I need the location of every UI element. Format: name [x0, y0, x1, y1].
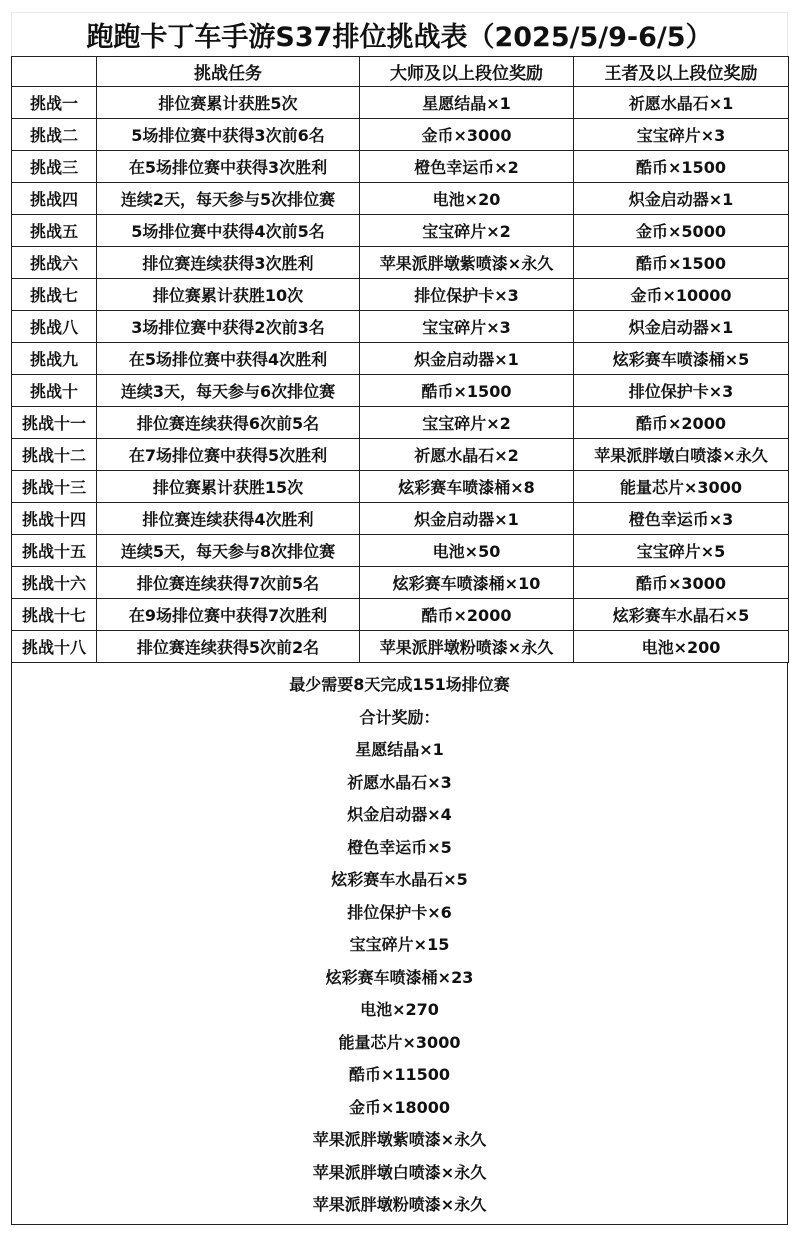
total-reward-item: 星愿结晶×1	[355, 740, 444, 759]
total-reward-item: 炫彩赛车喷漆桶×23	[325, 967, 474, 987]
king-reward-cell: 炽金启动器×1	[574, 311, 789, 343]
king-reward-cell: 金币×10000	[574, 279, 789, 311]
master-reward-cell: 排位保护卡×3	[360, 279, 574, 311]
master-reward-cell: 炫彩赛车喷漆桶×8	[360, 471, 574, 503]
header-challenge-name	[12, 57, 97, 87]
king-reward-cell: 炫彩赛车水晶石×5	[574, 599, 789, 631]
king-reward-cell: 宝宝碎片×3	[574, 119, 789, 151]
table-row	[12, 407, 789, 439]
master-reward-cell: 炽金启动器×1	[360, 503, 574, 535]
challenge-name-cell: 挑战五	[12, 215, 97, 247]
master-reward-cell: 苹果派胖墩粉喷漆×永久	[360, 631, 574, 663]
summary-section	[11, 663, 788, 1225]
task-cell: 在7场排位赛中获得5次胜利	[97, 439, 360, 471]
challenge-name-cell: 挑战十五	[12, 535, 97, 567]
table-row	[12, 439, 789, 471]
challenge-name-cell: 挑战十七	[12, 599, 97, 631]
total-reward-item: 宝宝碎片×15	[349, 935, 450, 954]
table-row	[12, 503, 789, 535]
task-cell: 连续3天，每天参与6次排位赛	[97, 375, 360, 407]
total-reward-item: 金币×18000	[348, 1097, 451, 1117]
king-reward-cell: 电池×200	[574, 631, 789, 663]
task-cell: 在5场排位赛中获得3次胜利	[97, 151, 360, 183]
table-row	[12, 535, 789, 567]
task-cell: 连续5天，每天参与8次排位赛	[97, 535, 360, 567]
task-cell: 排位赛连续获得3次胜利	[97, 247, 360, 279]
master-reward-cell: 炽金启动器×1	[360, 343, 574, 375]
master-reward-cell: 祈愿水晶石×2	[360, 439, 574, 471]
task-cell: 3场排位赛中获得2次前3名	[97, 311, 360, 343]
table-row	[12, 375, 789, 407]
challenge-name-cell: 挑战十二	[12, 439, 97, 471]
table-row	[12, 247, 789, 279]
king-reward-cell: 能量芯片×3000	[574, 471, 789, 503]
total-reward-item: 电池×270	[360, 1000, 439, 1019]
challenge-table	[11, 56, 789, 663]
total-reward-item: 排位保护卡×6	[347, 902, 452, 922]
table-row	[12, 631, 789, 663]
king-reward-cell: 祈愿水晶石×1	[574, 87, 789, 119]
challenge-name-cell: 挑战十四	[12, 503, 97, 535]
total-reward-item: 炽金启动器×4	[347, 805, 452, 824]
task-cell: 排位赛连续获得4次胜利	[97, 503, 360, 535]
master-reward-cell: 宝宝碎片×2	[360, 407, 574, 439]
total-reward-item: 苹果派胖墩粉喷漆×永久	[312, 1195, 487, 1214]
challenge-name-cell: 挑战十	[12, 375, 97, 407]
task-cell: 排位赛累计获胜15次	[97, 471, 360, 503]
challenge-name-cell: 挑战四	[12, 183, 97, 215]
challenge-name-cell: 挑战十三	[12, 471, 97, 503]
master-reward-cell: 酷币×2000	[360, 599, 574, 631]
table-row	[12, 215, 789, 247]
task-cell: 排位赛累计获胜5次	[97, 87, 360, 119]
task-cell: 5场排位赛中获得3次前6名	[97, 119, 360, 151]
king-reward-cell: 酷币×2000	[574, 407, 789, 439]
master-reward-cell: 酷币×1500	[360, 375, 574, 407]
task-cell: 排位赛连续获得5次前2名	[97, 631, 360, 663]
challenge-name-cell: 挑战八	[12, 311, 97, 343]
task-cell: 5场排位赛中获得4次前5名	[97, 215, 360, 247]
table-row	[12, 567, 789, 599]
king-reward-cell: 炽金启动器×1	[574, 183, 789, 215]
challenge-name-cell: 挑战六	[12, 247, 97, 279]
summary-total-label: 合计奖励：	[359, 707, 440, 727]
header-task: 挑战任务	[97, 57, 360, 87]
total-reward-item: 能量芯片×3000	[338, 1032, 461, 1052]
challenge-name-cell: 挑战一	[12, 87, 97, 119]
page-title: 跑跑卡丁车手游S37排位挑战表（2025/5/9-6/5）	[11, 12, 788, 56]
master-reward-cell: 炫彩赛车喷漆桶×10	[360, 567, 574, 599]
master-reward-cell: 橙色幸运币×2	[360, 151, 574, 183]
king-reward-cell: 金币×5000	[574, 215, 789, 247]
master-reward-cell: 电池×50	[360, 535, 574, 567]
challenge-name-cell: 挑战九	[12, 343, 97, 375]
task-cell: 排位赛连续获得6次前5名	[97, 407, 360, 439]
challenge-name-cell: 挑战三	[12, 151, 97, 183]
task-cell: 排位赛累计获胜10次	[97, 279, 360, 311]
total-reward-item: 苹果派胖墩白喷漆×永久	[312, 1162, 487, 1182]
table-row	[12, 343, 789, 375]
table-row	[12, 151, 789, 183]
master-reward-cell: 星愿结晶×1	[360, 87, 574, 119]
task-cell: 排位赛连续获得7次前5名	[97, 567, 360, 599]
task-cell: 在9场排位赛中获得7次胜利	[97, 599, 360, 631]
challenge-name-cell: 挑战七	[12, 279, 97, 311]
table-row	[12, 471, 789, 503]
challenge-name-cell: 挑战二	[12, 119, 97, 151]
king-reward-cell: 炫彩赛车喷漆桶×5	[574, 343, 789, 375]
king-reward-cell: 酷币×1500	[574, 247, 789, 279]
master-reward-cell: 金币×3000	[360, 119, 574, 151]
king-reward-cell: 宝宝碎片×5	[574, 535, 789, 567]
king-reward-cell: 酷币×3000	[574, 567, 789, 599]
header-king-reward: 王者及以上段位奖励	[574, 57, 789, 87]
table-row	[12, 119, 789, 151]
king-reward-cell: 酷币×1500	[574, 151, 789, 183]
task-cell: 在5场排位赛中获得4次胜利	[97, 343, 360, 375]
summary-requirement: 最少需要8天完成151场排位赛	[289, 675, 510, 694]
total-reward-item: 酷币×11500	[348, 1065, 451, 1084]
master-reward-cell: 宝宝碎片×2	[360, 215, 574, 247]
master-reward-cell: 苹果派胖墩紫喷漆×永久	[360, 247, 574, 279]
table-row	[12, 599, 789, 631]
header-master-reward: 大师及以上段位奖励	[360, 57, 574, 87]
challenge-sheet	[11, 12, 788, 1225]
king-reward-cell: 排位保护卡×3	[574, 375, 789, 407]
challenge-name-cell: 挑战十一	[12, 407, 97, 439]
total-reward-item: 橙色幸运币×5	[347, 837, 452, 857]
challenge-name-cell: 挑战十八	[12, 631, 97, 663]
table-row	[12, 279, 789, 311]
master-reward-cell: 电池×20	[360, 183, 574, 215]
table-row	[12, 311, 789, 343]
task-cell: 连续2天，每天参与5次排位赛	[97, 183, 360, 215]
challenge-name-cell: 挑战十六	[12, 567, 97, 599]
total-reward-item: 炫彩赛车水晶石×5	[331, 870, 468, 889]
total-reward-item: 祈愿水晶石×3	[347, 772, 452, 792]
table-header-row	[12, 57, 789, 87]
table-row	[12, 87, 789, 119]
table-row	[12, 183, 789, 215]
total-reward-item: 苹果派胖墩紫喷漆×永久	[312, 1130, 487, 1149]
king-reward-cell: 橙色幸运币×3	[574, 503, 789, 535]
master-reward-cell: 宝宝碎片×3	[360, 311, 574, 343]
king-reward-cell: 苹果派胖墩白喷漆×永久	[574, 439, 789, 471]
